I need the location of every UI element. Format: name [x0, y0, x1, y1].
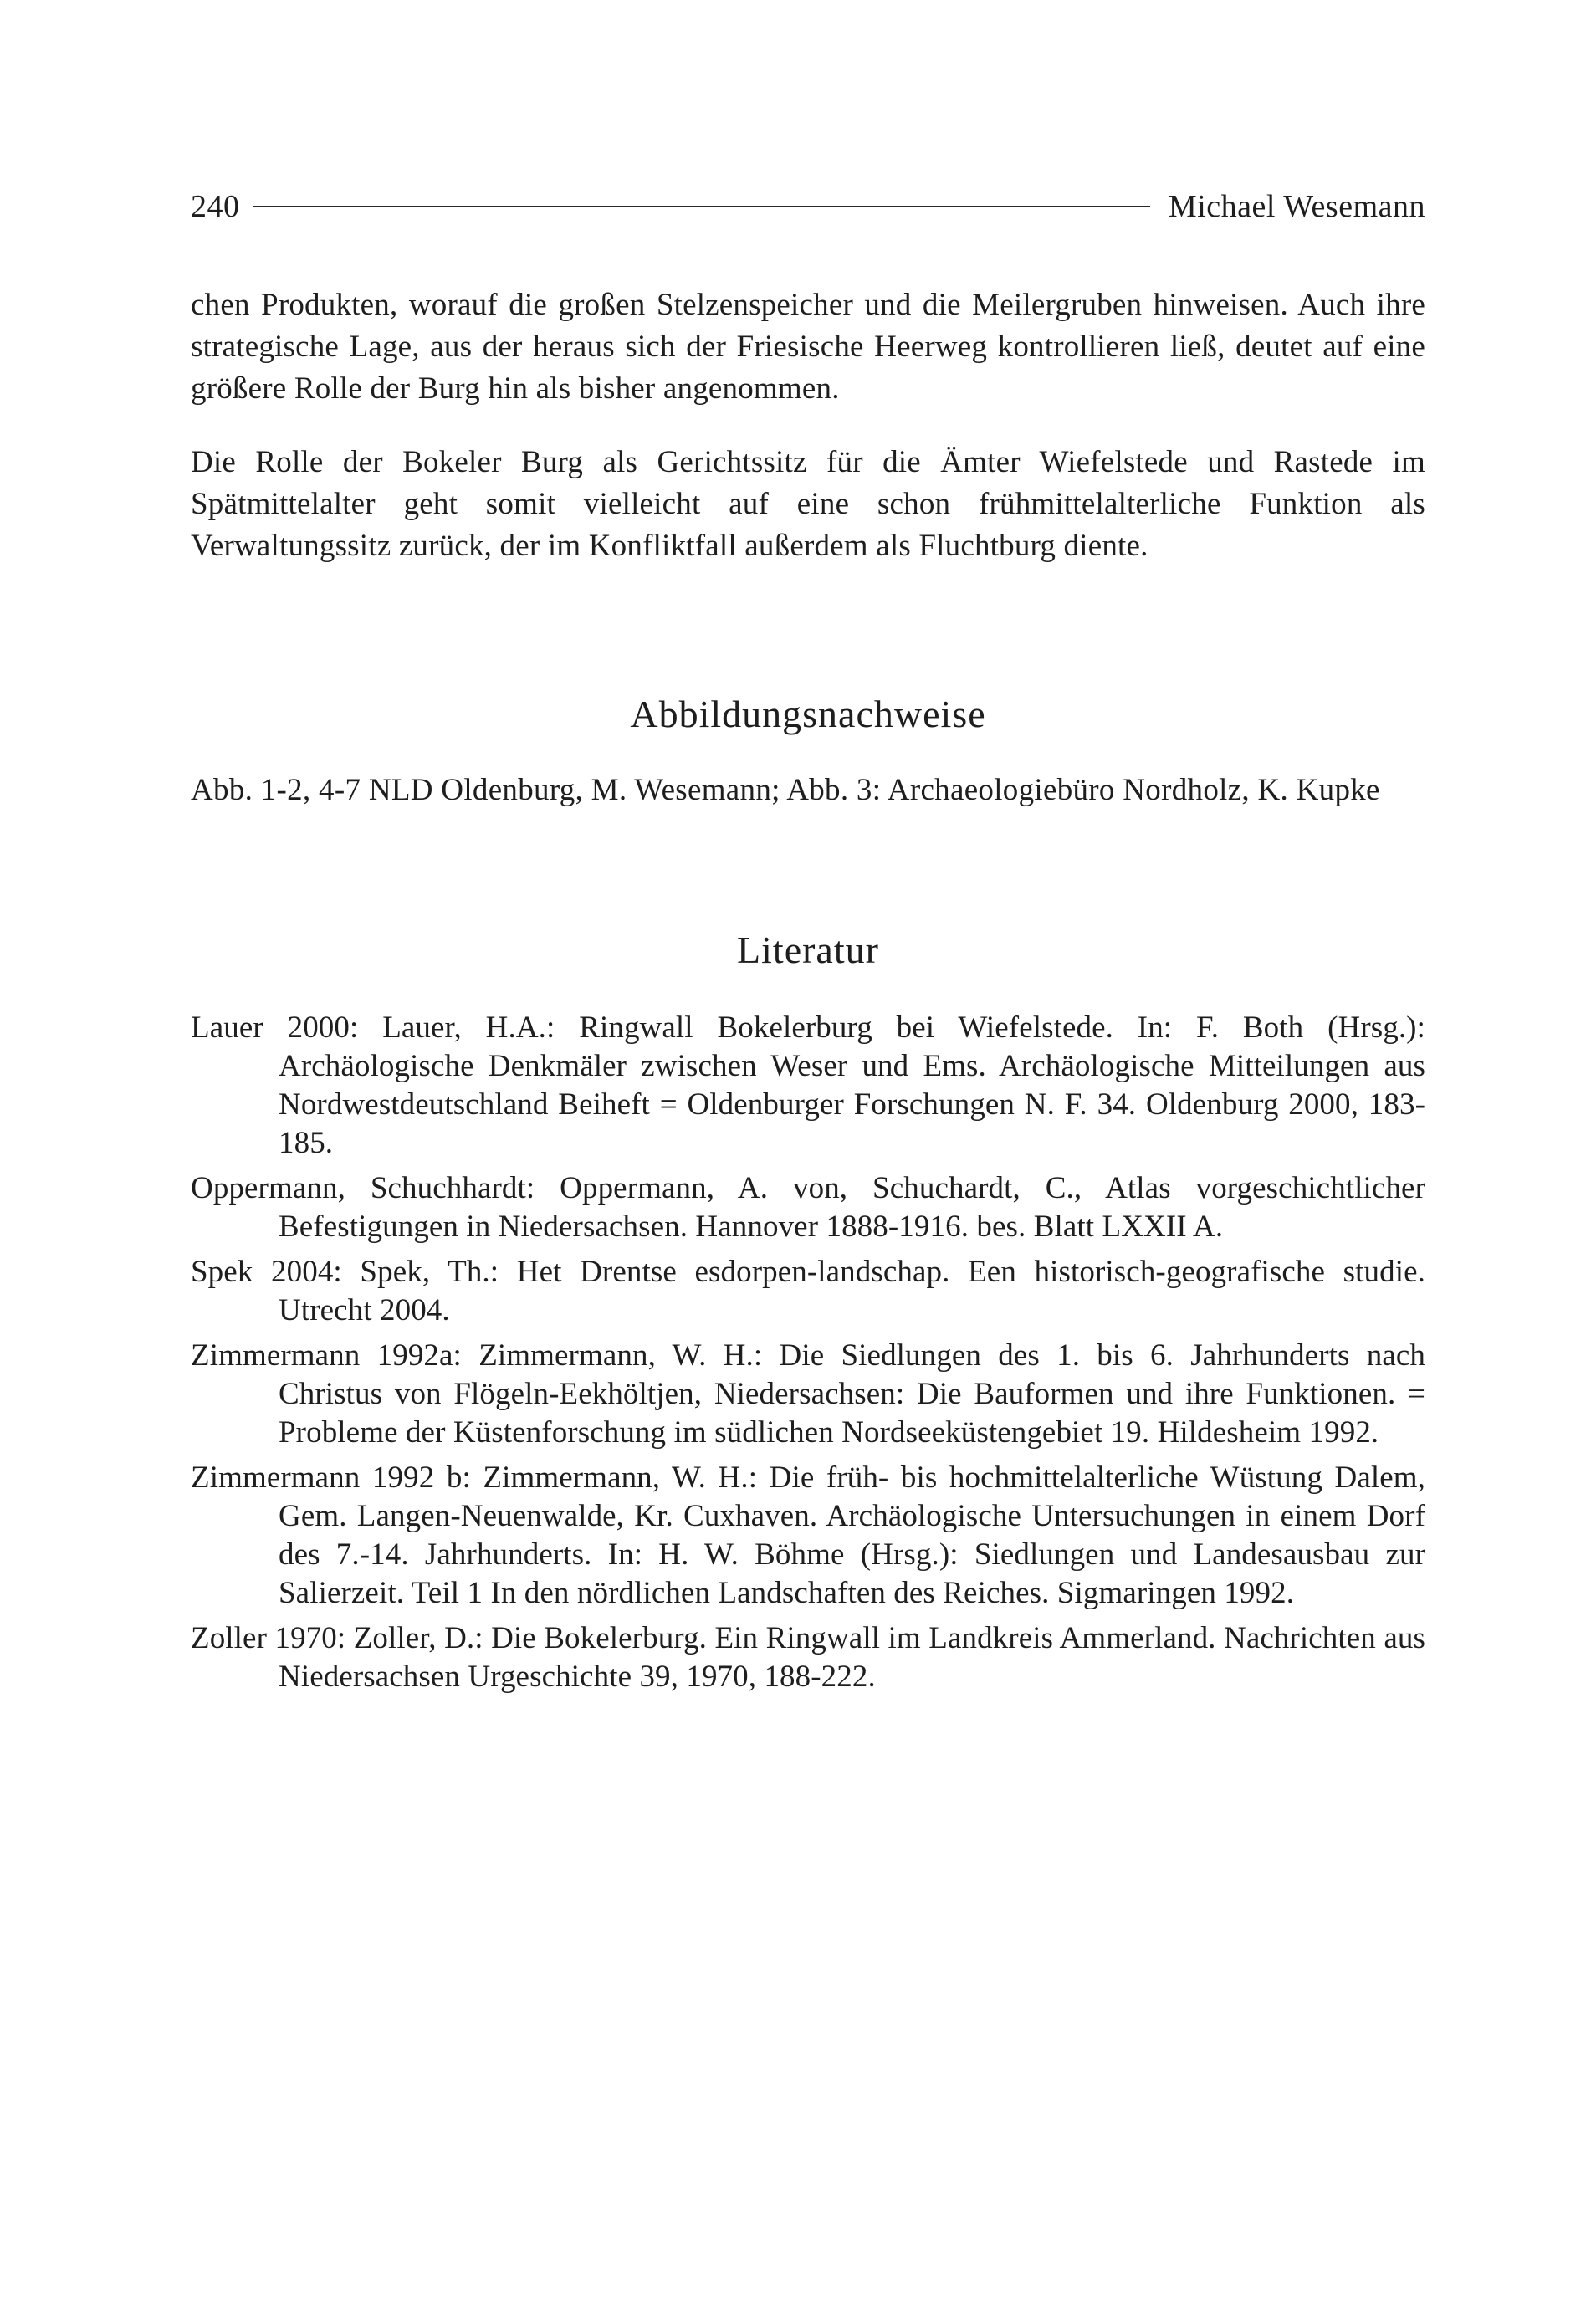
literature-entry-spek-2004: Spek 2004: Spek, Th.: Het Drentse esdorpen-landschap. Een historisch-geografische studie. Utrecht 2004. [191, 1255, 1425, 1327]
literature-entry-lauer-2000: Lauer 2000: Lauer, H.A.: Ringwall Bokelerburg bei Wiefelstede. In: F. Both (Hrsg.): Archäologische Denkmäler zwischen Weser und Ems. Archäologische Mitteilungen aus Nordwestdeutschland Beiheft = Oldenburger Forschungen N. F. 34. Oldenburg 2000, 183-185. [191, 1010, 1425, 1160]
header-rule [253, 206, 1150, 207]
literature-entry-zoller-1970: Zoller 1970: Zoller, D.: Die Bokelerburg. Ein Ringwall im Landkreis Ammerland. Nachrichten aus Niedersachsen Urgeschichte 39, 1970, 188-222. [191, 1621, 1425, 1694]
literature-entry-zimmermann-1992b: Zimmermann 1992 b: Zimmermann, W. H.: Die früh- bis hochmittelalterliche Wüstung Dalem, Gem. Langen-Neuenwalde, Kr. Cuxhaven. Archäologische Untersuchungen in einem Dorf des 7.-14. Jahrhunderts. In: H. W. Böhme (Hrsg.): Siedlungen und Landesausbau zur Salierzeit. Teil 1 In den nördlichen Landschaften des Reiches. Sigmaringen 1992. [191, 1460, 1425, 1610]
running-head-author: Michael Wesemann [1168, 189, 1425, 224]
literature-entry-zimmermann-1992a: Zimmermann 1992a: Zimmermann, W. H.: Die Siedlungen des 1. bis 6. Jahrhunderts nach Christus von Flögeln-Eekhöltjen, Niedersachsen: Die Bauformen und ihre Funktionen. = Probleme der Küstenforschung im südlichen Nordseeküstengebiet 19. Hildesheim 1992. [191, 1338, 1425, 1450]
page [191, 0, 1425, 2317]
heading-image-credits: Abbildungsnachweise [630, 693, 986, 735]
literature-list [191, 1009, 1425, 1703]
literature-entry-oppermann-schuchhardt: Oppermann, Schuchhardt: Oppermann, A. von, Schuchardt, C., Atlas vorgeschichtlicher Befestigungen in Niedersachsen. Hannover 1888-1916. bes. Blatt LXXII A. [191, 1171, 1425, 1244]
body-text [191, 284, 1425, 599]
page-number: 240 [191, 189, 240, 224]
body-paragraph-2: Die Rolle der Bokeler Burg als Gerichtssitz für die Ämter Wiefelstede und Rastede im Spätmittelalter geht somit vielleicht auf eine schon frühmittelalterliche Funktion als Verwaltungssitz zurück, der im Konfliktfall außerdem als Fluchtburg diente. [191, 445, 1425, 563]
heading-literature: Literatur [737, 928, 879, 971]
image-credits-text: Abb. 1-2, 4-7 NLD Oldenburg, M. Wesemann; Abb. 3: Archaeologiebüro Nordholz, K. Kupke [191, 773, 1380, 807]
body-paragraph-1: chen Produkten, worauf die großen Stelzenspeicher und die Meilergruben hinweisen. Auch ihre strategische Lage, aus der heraus sich der Friesische Heerweg kontrollieren ließ, deutet auf eine größere Rolle der Burg hin als bisher angenommen. [191, 288, 1425, 406]
running-head [191, 184, 1425, 229]
